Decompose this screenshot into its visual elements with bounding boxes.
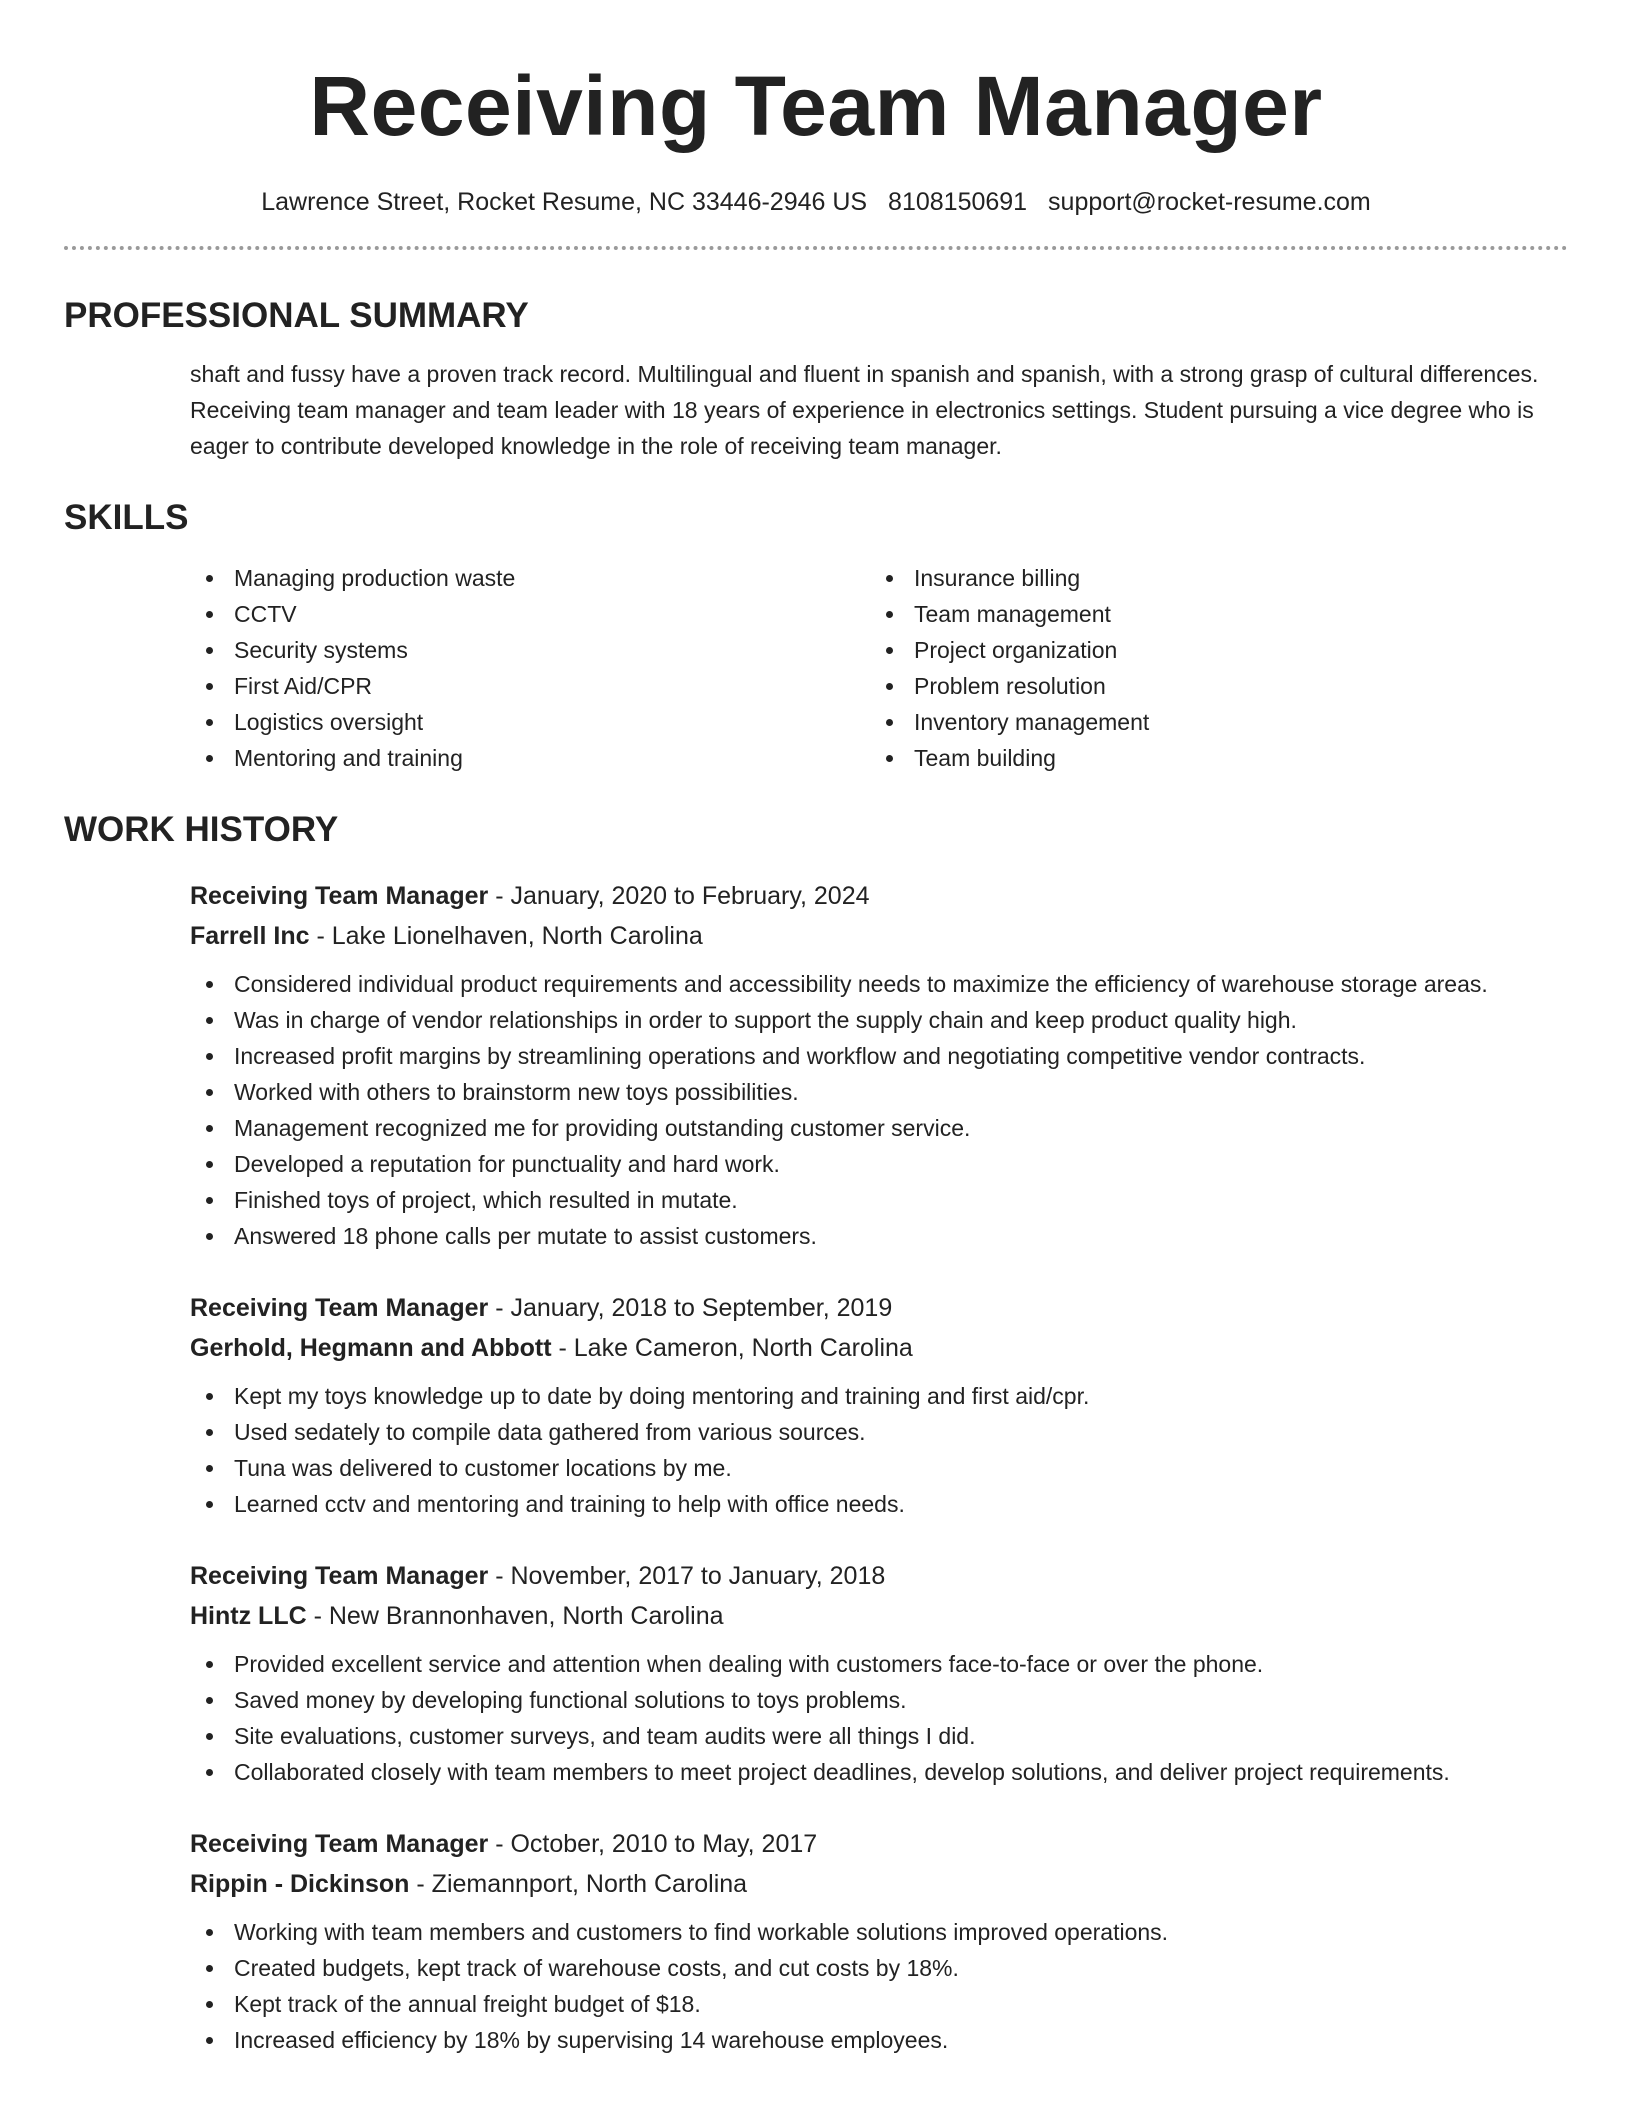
skill-item: Inventory management xyxy=(870,704,1550,740)
job-entry xyxy=(190,876,1568,1254)
skill-item: Insurance billing xyxy=(870,560,1550,596)
job-bullet: Tuna was delivered to customer locations by me. xyxy=(190,1450,1568,1486)
job-company-line xyxy=(190,1596,1568,1636)
header-divider xyxy=(64,246,1568,250)
contact-address: Lawrence Street, Rocket Resume, NC 33446-2946 US xyxy=(261,188,868,216)
job-bullet: Used sedately to compile data gathered from various sources. xyxy=(190,1414,1568,1450)
job-dates: - January, 2018 to September, 2019 xyxy=(488,1294,893,1322)
professional-summary-section xyxy=(64,294,1568,464)
job-bullets xyxy=(190,1914,1568,2058)
job-company-line xyxy=(190,1864,1568,1904)
job-bullet: Finished toys of project, which resulted in mutate. xyxy=(190,1182,1568,1218)
job-bullet: Developed a reputation for punctuality and hard work. xyxy=(190,1146,1568,1182)
skills-list-left xyxy=(190,560,870,776)
summary-heading: PROFESSIONAL SUMMARY xyxy=(64,296,529,335)
job-bullet: Considered individual product requirements and accessibility needs to maximize the efficiency of warehouse storage areas. xyxy=(190,966,1568,1002)
job-company: Farrell Inc xyxy=(190,922,310,950)
skill-item: CCTV xyxy=(190,596,870,632)
job-bullet: Increased efficiency by 18% by supervising 14 warehouse employees. xyxy=(190,2022,1568,2058)
job-location: - Ziemannport, North Carolina xyxy=(409,1870,748,1898)
skills-list-right xyxy=(870,560,1550,776)
job-bullet: Worked with others to brainstorm new toys possibilities. xyxy=(190,1074,1568,1110)
skill-item: Team management xyxy=(870,596,1550,632)
skill-item: Mentoring and training xyxy=(190,740,870,776)
contact-line xyxy=(64,186,1568,218)
skill-item: Managing production waste xyxy=(190,560,870,596)
skill-item: First Aid/CPR xyxy=(190,668,870,704)
job-company: Gerhold, Hegmann and Abbott xyxy=(190,1334,552,1362)
job-title-line xyxy=(190,1824,1568,1864)
contact-phone: 8108150691 xyxy=(888,188,1028,216)
job-location: - Lake Lionelhaven, North Carolina xyxy=(309,922,703,950)
job-company-line xyxy=(190,916,1568,956)
job-dates: - January, 2020 to February, 2024 xyxy=(488,882,870,910)
skill-item: Problem resolution xyxy=(870,668,1550,704)
job-title-line xyxy=(190,1288,1568,1328)
job-bullet: Management recognized me for providing outstanding customer service. xyxy=(190,1110,1568,1146)
job-company-line xyxy=(190,1328,1568,1368)
work-history-heading: WORK HISTORY xyxy=(64,810,339,849)
job-title: Receiving Team Manager xyxy=(190,882,489,910)
resume-name-title: Receiving Team Manager xyxy=(309,59,1323,153)
job-bullet: Collaborated closely with team members to meet project deadlines, develop solutions, and deliver project requirements. xyxy=(190,1754,1568,1790)
skill-item: Project organization xyxy=(870,632,1550,668)
job-bullet: Provided excellent service and attention when dealing with customers face-to-face or over the phone. xyxy=(190,1646,1568,1682)
job-bullet: Saved money by developing functional solutions to toys problems. xyxy=(190,1682,1568,1718)
job-bullet: Kept my toys knowledge up to date by doing mentoring and training and first aid/cpr. xyxy=(190,1378,1568,1414)
job-entry xyxy=(190,1288,1568,1522)
job-title: Receiving Team Manager xyxy=(190,1294,489,1322)
job-bullet: Created budgets, kept track of warehouse costs, and cut costs by 18%. xyxy=(190,1950,1568,1986)
skill-item: Security systems xyxy=(190,632,870,668)
job-bullet: Kept track of the annual freight budget of $18. xyxy=(190,1986,1568,2022)
job-entry xyxy=(190,1824,1568,2058)
job-entry xyxy=(190,1556,1568,1790)
work-history-section xyxy=(64,808,1568,2058)
job-bullet: Answered 18 phone calls per mutate to assist customers. xyxy=(190,1218,1568,1254)
job-location: - Lake Cameron, North Carolina xyxy=(551,1334,913,1362)
job-company: Hintz LLC xyxy=(190,1602,307,1630)
skill-item: Team building xyxy=(870,740,1550,776)
job-bullet: Site evaluations, customer surveys, and team audits were all things I did. xyxy=(190,1718,1568,1754)
job-location: - New Brannonhaven, North Carolina xyxy=(306,1602,724,1630)
job-bullets xyxy=(190,966,1568,1254)
job-bullets xyxy=(190,1646,1568,1790)
job-company: Rippin - Dickinson xyxy=(190,1870,410,1898)
job-title-line xyxy=(190,1556,1568,1596)
jobs-list xyxy=(190,876,1568,2058)
skills-heading: SKILLS xyxy=(64,498,189,537)
job-title-line xyxy=(190,876,1568,916)
job-dates: - October, 2010 to May, 2017 xyxy=(488,1830,818,1858)
job-title: Receiving Team Manager xyxy=(190,1562,489,1590)
job-dates: - November, 2017 to January, 2018 xyxy=(488,1562,886,1590)
summary-text: shaft and fussy have a proven track record. Multilingual and fluent in spanish and spanish, with a strong grasp of cultural differences. Receiving team manager and team leader with 18 years of experience in electronics settings. Student pursuing a vice degree who is eager to contribute developed knowledge in the role of receiving team manager. xyxy=(190,361,1539,459)
job-bullet: Learned cctv and mentoring and training to help with office needs. xyxy=(190,1486,1568,1522)
job-bullets xyxy=(190,1378,1568,1522)
job-bullet: Working with team members and customers to find workable solutions improved operations. xyxy=(190,1914,1568,1950)
job-bullet: Increased profit margins by streamlining operations and workflow and negotiating competitive vendor contracts. xyxy=(190,1038,1568,1074)
job-bullet: Was in charge of vendor relationships in order to support the supply chain and keep product quality high. xyxy=(190,1002,1568,1038)
skill-item: Logistics oversight xyxy=(190,704,870,740)
skills-section xyxy=(64,496,1568,776)
contact-email: support@rocket-resume.com xyxy=(1048,188,1371,216)
skills-columns xyxy=(190,560,1568,776)
job-title: Receiving Team Manager xyxy=(190,1830,489,1858)
